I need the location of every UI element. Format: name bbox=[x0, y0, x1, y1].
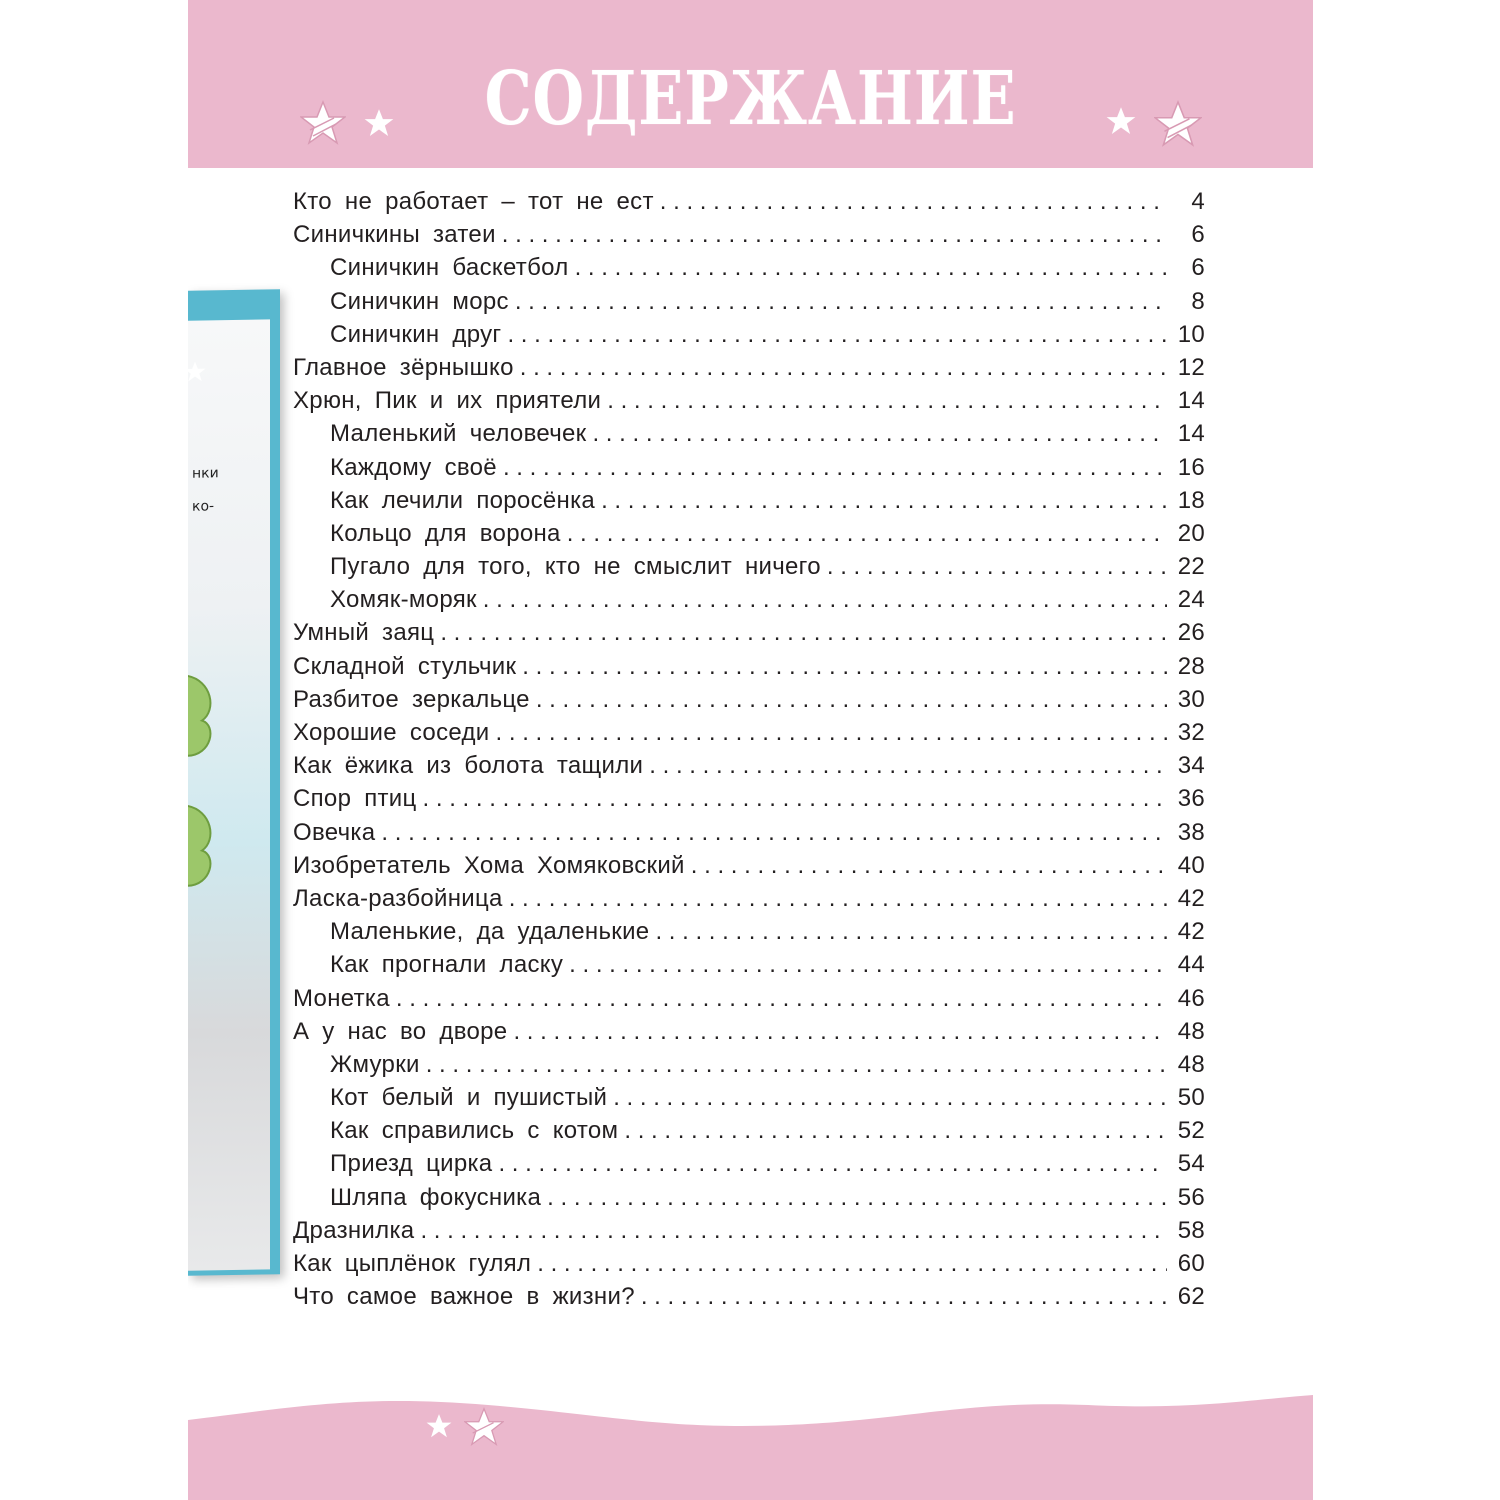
toc-entry bbox=[293, 354, 1205, 387]
toc-entry-page: 20 bbox=[1177, 519, 1205, 547]
toc-entry-page: 62 bbox=[1177, 1283, 1205, 1311]
toc-entry bbox=[293, 420, 1205, 453]
toc-entry-page: 36 bbox=[1177, 785, 1205, 813]
toc-entry bbox=[293, 454, 1205, 487]
toc-entry-title: Складной стульчик bbox=[293, 652, 517, 680]
toc-dot-leader bbox=[507, 321, 1167, 349]
toc-entry bbox=[293, 1051, 1205, 1084]
toc-entry bbox=[293, 520, 1205, 553]
toc-entry bbox=[293, 985, 1205, 1018]
page-title: СОДЕРЖАНИЕ bbox=[484, 56, 1017, 142]
toc-entry-page: 22 bbox=[1177, 553, 1205, 581]
toc-entry-page: 8 bbox=[1191, 287, 1205, 315]
toc-entry-page: 32 bbox=[1177, 719, 1205, 746]
toc-entry-title: Шляпа фокусника bbox=[330, 1183, 542, 1211]
toc-entry bbox=[293, 918, 1205, 951]
toc-dot-leader bbox=[655, 918, 1167, 946]
toc-entry-title: Как лечили поросёнка bbox=[330, 486, 596, 514]
side-book-page bbox=[188, 319, 270, 1270]
toc-entry-page: 16 bbox=[1177, 453, 1205, 481]
toc-entry-title: Жмурки bbox=[330, 1050, 420, 1078]
table-of-contents bbox=[293, 188, 1205, 1316]
toc-dot-leader bbox=[641, 1283, 1167, 1311]
toc-dot-leader bbox=[601, 487, 1167, 515]
toc-entry-page: 54 bbox=[1177, 1150, 1205, 1178]
toc-entry-page: 38 bbox=[1177, 818, 1205, 846]
toc-entry-title: Кольцо для ворона bbox=[330, 519, 561, 547]
toc-entry-title: Синичкин друг bbox=[330, 320, 502, 348]
toc-dot-leader bbox=[592, 420, 1167, 448]
star-icon bbox=[426, 1413, 452, 1439]
toc-entry-page: 40 bbox=[1177, 851, 1205, 879]
toc-entry-title: Умный заяц bbox=[293, 619, 435, 647]
toc-entry-page: 10 bbox=[1177, 320, 1205, 348]
toc-entry bbox=[293, 254, 1205, 287]
toc-entry-page: 58 bbox=[1177, 1216, 1205, 1244]
toc-entry-title: Дразнилка bbox=[293, 1216, 415, 1244]
toc-entry bbox=[293, 288, 1205, 321]
toc-entry bbox=[293, 553, 1205, 586]
toc-entry bbox=[293, 852, 1205, 885]
toc-dot-leader bbox=[567, 520, 1167, 548]
toc-entry bbox=[293, 1250, 1205, 1283]
toc-entry-page: 48 bbox=[1177, 1050, 1205, 1078]
toc-entry-title: Синичкин морс bbox=[330, 287, 509, 315]
toc-entry-title: Хрюн, Пик и их приятели bbox=[293, 387, 602, 415]
toc-dot-leader bbox=[624, 1117, 1167, 1145]
toc-dot-leader bbox=[660, 188, 1167, 216]
toc-dot-leader bbox=[522, 653, 1167, 681]
toc-entry-title: Что самое важное в жизни? bbox=[293, 1283, 635, 1311]
toc-entry-title: Овечка bbox=[293, 818, 376, 846]
toc-dot-leader bbox=[537, 1250, 1167, 1278]
toc-entry-page: 60 bbox=[1177, 1250, 1205, 1277]
toc-dot-leader bbox=[520, 354, 1167, 382]
footer-band bbox=[188, 1395, 1313, 1500]
toc-entry bbox=[293, 1018, 1205, 1051]
toc-entry-title: Главное зёрнышко bbox=[293, 353, 514, 381]
toc-entry bbox=[293, 752, 1205, 785]
toc-dot-leader bbox=[502, 221, 1167, 249]
toc-entry-page: 6 bbox=[1191, 254, 1205, 282]
toc-entry bbox=[293, 951, 1205, 984]
toc-dot-leader bbox=[420, 1217, 1167, 1245]
toc-entry-page: 14 bbox=[1177, 387, 1205, 415]
toc-dot-leader bbox=[498, 1150, 1167, 1178]
toc-entry-page: 34 bbox=[1177, 752, 1205, 780]
toc-dot-leader bbox=[691, 852, 1167, 880]
toc-entry-title: Приезд цирка bbox=[330, 1150, 493, 1178]
toc-entry bbox=[293, 188, 1205, 221]
toc-entry bbox=[293, 885, 1205, 918]
leaf-icon bbox=[188, 670, 222, 765]
toc-entry-title: Разбитое зеркальце bbox=[293, 685, 530, 713]
toc-entry-page: 42 bbox=[1177, 884, 1205, 912]
toc-entry bbox=[293, 785, 1205, 818]
star-icon bbox=[1106, 106, 1136, 136]
toc-entry bbox=[293, 1283, 1205, 1316]
toc-entry-title: Как ёжика из болота тащили bbox=[293, 752, 644, 780]
toc-entry bbox=[293, 321, 1205, 354]
leaf-icon bbox=[188, 800, 222, 895]
side-book-text: нки bbox=[192, 465, 219, 482]
toc-entry bbox=[293, 1117, 1205, 1150]
toc-entry-page: 30 bbox=[1177, 685, 1205, 713]
toc-entry-title: Синичкин баскетбол bbox=[330, 254, 569, 282]
toc-entry bbox=[293, 819, 1205, 852]
toc-entry-page: 12 bbox=[1177, 353, 1205, 381]
toc-entry-page: 14 bbox=[1177, 420, 1205, 448]
star-icon bbox=[464, 1407, 504, 1447]
toc-entry-title: Хомяк-моряк bbox=[330, 586, 477, 614]
star-icon bbox=[300, 100, 346, 146]
toc-dot-leader bbox=[547, 1184, 1167, 1212]
star-icon bbox=[188, 360, 206, 382]
toc-dot-leader bbox=[396, 985, 1167, 1013]
toc-entry-title: Кот белый и пушистый bbox=[330, 1084, 608, 1112]
toc-entry-title: Как цыплёнок гулял bbox=[293, 1250, 532, 1277]
toc-entry-page: 26 bbox=[1177, 619, 1205, 647]
star-icon bbox=[1154, 100, 1202, 148]
toc-dot-leader bbox=[381, 819, 1167, 847]
toc-dot-leader bbox=[440, 619, 1167, 647]
toc-entry-page: 42 bbox=[1177, 918, 1205, 946]
toc-dot-leader bbox=[649, 752, 1167, 780]
toc-entry bbox=[293, 1217, 1205, 1250]
toc-dot-leader bbox=[569, 951, 1167, 979]
toc-dot-leader bbox=[426, 1051, 1167, 1079]
toc-dot-leader bbox=[483, 586, 1167, 614]
toc-dot-leader bbox=[503, 454, 1167, 482]
side-book-cover bbox=[188, 289, 280, 1276]
toc-entry bbox=[293, 1184, 1205, 1217]
toc-entry bbox=[293, 653, 1205, 686]
toc-entry-title: Ласка-разбойница bbox=[293, 884, 503, 912]
toc-entry bbox=[293, 619, 1205, 652]
toc-entry-page: 48 bbox=[1177, 1017, 1205, 1045]
toc-entry-page: 56 bbox=[1177, 1183, 1205, 1211]
toc-entry-page: 52 bbox=[1177, 1117, 1205, 1145]
star-icon bbox=[364, 108, 394, 138]
toc-entry-page: 6 bbox=[1191, 221, 1205, 249]
toc-dot-leader bbox=[613, 1084, 1167, 1112]
toc-dot-leader bbox=[536, 686, 1167, 714]
side-book-text: ко- bbox=[192, 498, 215, 515]
book-page bbox=[188, 0, 1313, 1500]
toc-entry-title: Как прогнали ласку bbox=[330, 951, 564, 979]
toc-entry-title: Маленькие, да удаленькие bbox=[330, 918, 650, 946]
toc-entry-page: 28 bbox=[1177, 652, 1205, 680]
toc-entry bbox=[293, 487, 1205, 520]
toc-entry-title: Спор птиц bbox=[293, 785, 417, 813]
toc-entry-page: 46 bbox=[1177, 984, 1205, 1012]
toc-entry-title: Хорошие соседи bbox=[293, 719, 490, 746]
toc-dot-leader bbox=[515, 288, 1167, 316]
toc-entry-title: Маленький человечек bbox=[330, 420, 587, 448]
toc-dot-leader bbox=[575, 254, 1167, 282]
toc-dot-leader bbox=[509, 885, 1167, 913]
toc-entry-page: 44 bbox=[1177, 951, 1205, 979]
toc-entry-page: 18 bbox=[1177, 486, 1205, 514]
toc-entry bbox=[293, 586, 1205, 619]
toc-entry-page: 4 bbox=[1191, 188, 1205, 215]
toc-entry-title: Монетка bbox=[293, 984, 390, 1012]
toc-entry bbox=[293, 387, 1205, 420]
toc-entry bbox=[293, 1150, 1205, 1183]
toc-dot-leader bbox=[827, 553, 1167, 581]
toc-entry-page: 50 bbox=[1177, 1084, 1205, 1112]
toc-dot-leader bbox=[607, 387, 1167, 415]
toc-entry bbox=[293, 719, 1205, 752]
toc-entry bbox=[293, 1084, 1205, 1117]
toc-entry-title: Синичкины затеи bbox=[293, 221, 496, 249]
toc-entry-title: Пугало для того, кто не смыслит ничего bbox=[330, 553, 821, 581]
toc-entry-title: Изобретатель Хома Хомяковский bbox=[293, 851, 685, 879]
toc-entry-title: Как справились с котом bbox=[330, 1117, 619, 1145]
toc-dot-leader bbox=[423, 785, 1167, 813]
toc-entry bbox=[293, 221, 1205, 254]
toc-entry-title: Кто не работает – тот не ест bbox=[293, 188, 654, 215]
toc-dot-leader bbox=[513, 1018, 1167, 1046]
toc-entry-title: Каждому своё bbox=[330, 453, 497, 481]
toc-dot-leader bbox=[496, 719, 1167, 747]
toc-entry-title: А у нас во дворе bbox=[293, 1017, 508, 1045]
toc-entry-page: 24 bbox=[1177, 586, 1205, 614]
toc-entry bbox=[293, 686, 1205, 719]
